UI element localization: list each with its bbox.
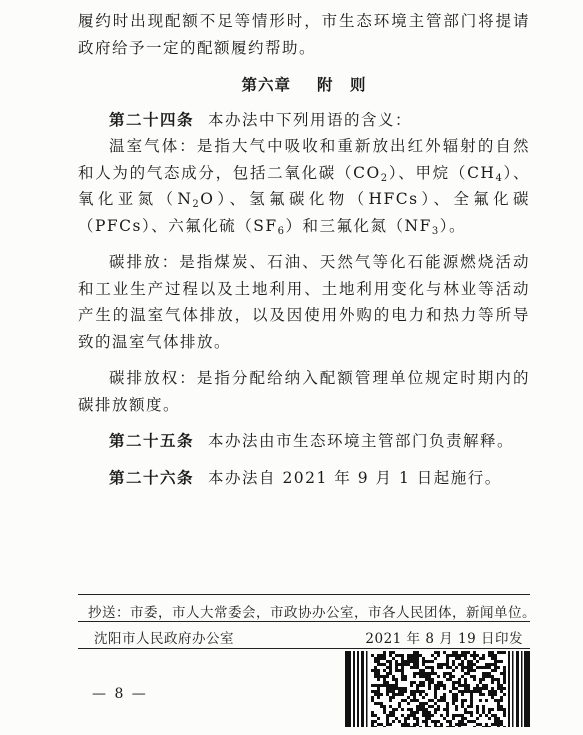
chapter-title: 附 则 — [317, 76, 367, 94]
issuing-office: 沈阳市人民政府办公室 — [94, 631, 234, 647]
ch4-subscript: 4 — [495, 172, 504, 184]
article-25-text: 本办法由市生态环境主管部门负责解释。 — [208, 432, 515, 450]
n2o-subscript: 2 — [192, 199, 201, 210]
article-26 — [78, 465, 530, 492]
ghg-text-5: ）和三氟化氮（NF — [285, 216, 432, 235]
footer-rule-bottom — [78, 648, 530, 649]
ghg-text-2: ）、甲烷（CH — [388, 163, 496, 182]
article-26-text: 本办法自 2021 年 9 月 1 日起施行。 — [208, 468, 502, 487]
chapter-label: 第六章 — [241, 76, 291, 94]
definition-emission-right: 碳排放权：是指分配给纳入配额管理单位规定时期内的碳排放额度。 — [78, 369, 530, 414]
ghg-text-3: ）、氧化亚氮（N — [78, 163, 530, 208]
issue-date: 2021 年 8 月 19 日印发 — [365, 631, 523, 647]
article-24-label: 第二十四条 — [109, 110, 195, 129]
co2-subscript: 2 — [380, 172, 389, 184]
page-number: — 8 — — [92, 686, 148, 702]
ghg-text-1: 温室气体：是指大气中吸收和重新放出红外辐射的自然和人为的气态成分，包括二氧化碳（CO — [78, 137, 530, 182]
cc-recipients: 市委，市人大常委会，市政协办公室，市各人民团体，新闻单位。 — [130, 605, 536, 621]
nf3-subscript: 3 — [431, 225, 440, 237]
barcode-graphic — [345, 651, 530, 727]
document-body — [78, 8, 530, 491]
article-24 — [78, 107, 530, 134]
ghg-text-6: ）。 — [439, 216, 466, 235]
definition-greenhouse-gas — [78, 133, 530, 239]
article-26-label: 第二十六条 — [109, 468, 195, 487]
article-25 — [78, 428, 530, 455]
article-25-label: 第二十五条 — [109, 432, 195, 450]
article-24-text: 本办法中下列用语的含义： — [208, 110, 413, 129]
definition-carbon-emission: 碳排放：是指煤炭、石油、天然气等化石能源燃烧活动和工业生产过程以及土地利用、土地利用变化与林业等活动产生的温室气体排放，以及因使用外购的电力和热力等所导致的温室气体排放。 — [78, 253, 530, 351]
sf6-subscript: 6 — [277, 225, 286, 237]
footer-rule-middle — [78, 621, 530, 622]
paragraph-continuation: 履约时出现配额不足等情形时，市生态环境主管部门将提请政府给予一定的配额履约帮助。 — [78, 12, 530, 57]
chapter-heading — [78, 72, 530, 99]
cc-label: 抄送： — [88, 605, 130, 621]
footer-rule-top — [78, 594, 530, 595]
ghg-text-4: O）、氢氟碳化物（HFCs）、全氟化碳（PFCs）、六氟化硫（SF — [78, 190, 530, 235]
cc-line — [88, 601, 536, 621]
